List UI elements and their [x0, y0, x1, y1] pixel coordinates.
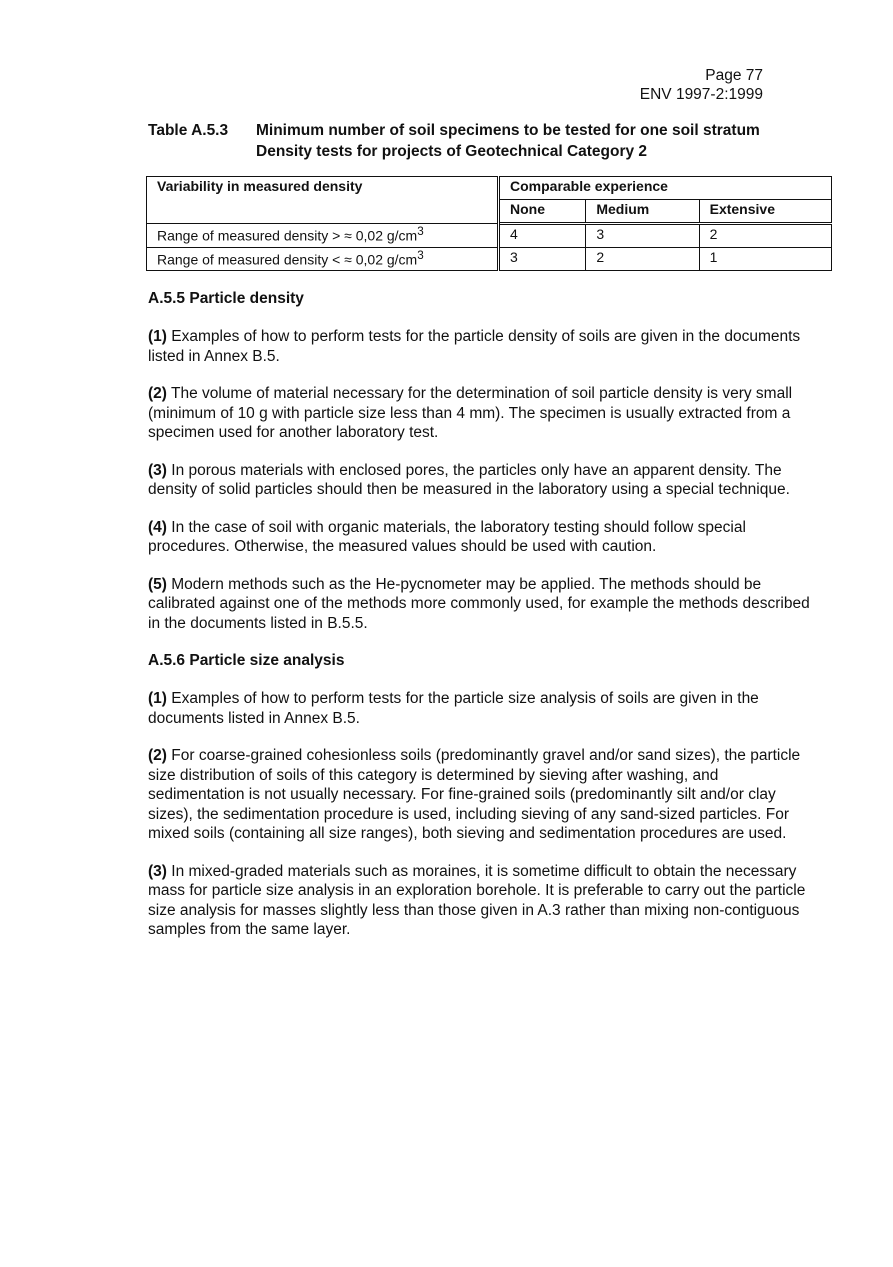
section-heading: A.5.5 Particle density	[148, 290, 304, 307]
section-heading: A.5.6 Particle size analysis	[148, 652, 345, 669]
header-extensive: Extensive	[699, 200, 831, 224]
paragraph: (2) The volume of material necessary for the determination of soil particle density is very small (minimum of 10 g with particle size less than 4 mm). The specimen is usually extracted from a specimen used for another laboratory test.	[148, 385, 793, 441]
table-number: Table A.5.3	[148, 122, 229, 139]
cell-medium: 3	[586, 224, 699, 248]
paragraph: (1) Examples of how to perform tests for the particle density of soils are given in the documents listed in Annex B.5.	[148, 328, 801, 365]
header-none: None	[499, 200, 586, 224]
document-body	[148, 289, 813, 958]
cell-none: 4	[499, 224, 586, 248]
cell-extensive: 1	[699, 248, 831, 271]
table-caption-line-1: Minimum number of soil specimens to be tested for one soil stratum	[256, 122, 760, 139]
cell-extensive: 2	[699, 224, 831, 248]
table-row	[147, 248, 832, 271]
density-table	[146, 176, 832, 271]
row-label: Range of measured density > ≈ 0,02 $g/cm^3$	[147, 224, 499, 248]
cell-medium: 2	[586, 248, 699, 271]
header-comparable-experience: Comparable experience	[499, 177, 832, 200]
row-label: Range of measured density < ≈ 0,02 $g/cm^3$	[147, 248, 499, 271]
table-caption-line-2: Density tests for projects of Geotechnical Category 2	[256, 143, 648, 160]
document-id: ENV 1997-2:1999	[639, 86, 763, 103]
paragraph: (3) In porous materials with enclosed pores, the particles only have an apparent density. The density of solid particles should then be measured in the laboratory using a special technique.	[148, 461, 790, 498]
page-header	[640, 66, 763, 104]
paragraph: (4) In the case of soil with organic materials, the laboratory testing should follow special procedures. Otherwise, the measured values should be used with caution.	[148, 518, 746, 555]
table-caption	[256, 120, 846, 162]
paragraph: (3) In mixed-graded materials such as moraines, it is sometime difficult to obtain the necessary mass for particle size analysis in an exploration borehole. It is preferable to carry out the particle size analysis for masses slightly less than those given in A.3 rather than mixing non-contiguous samples from the same layer.	[148, 862, 806, 938]
table-row	[147, 224, 832, 248]
page-number: Page 77	[705, 67, 763, 84]
paragraph: (2) For coarse-grained cohesionless soils (predominantly gravel and/or sand sizes), the particle size distribution of soils of this category is determined by sieving after washing, and sedimentation is not usually necessary. For fine-grained soils (predominantly silt and/or clay sizes), the sedimentation procedure is used, including sieving of any sand-sized particles. For mixed soils (containing all size ranges), both sieving and sedimentation procedures are used.	[148, 747, 801, 842]
header-variability: Variability in measured density	[147, 177, 499, 224]
table-header-row	[147, 177, 832, 200]
paragraph: (1) Examples of how to perform tests for the particle size analysis of soils are given in the documents listed in Annex B.5.	[148, 690, 759, 727]
header-medium: Medium	[586, 200, 699, 224]
cell-none: 3	[499, 248, 586, 271]
paragraph: (5) Modern methods such as the He-pycnometer may be applied. The methods should be calibrated against one of the methods more commonly used, for example the methods described in the documents listed in B.5.5.	[148, 575, 810, 632]
